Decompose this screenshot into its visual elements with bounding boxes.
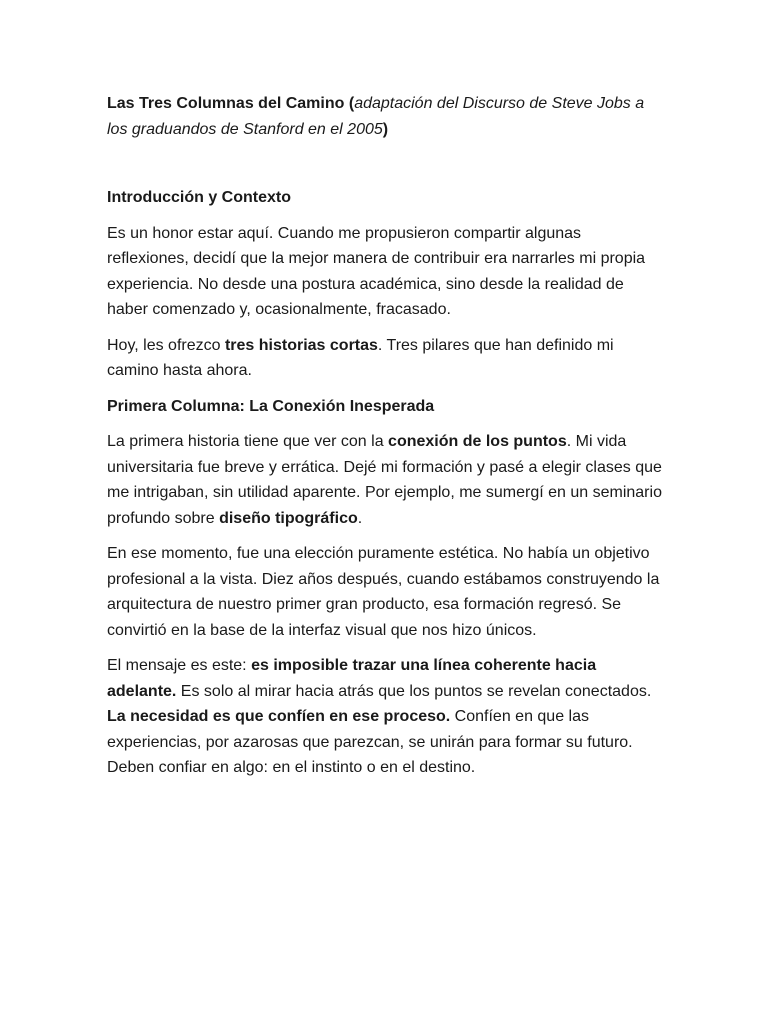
text-run: El mensaje es este:	[107, 657, 252, 674]
document-title	[107, 91, 664, 142]
bold-run: es imposible trazar una línea coherente hacia adelante.	[107, 657, 597, 700]
bold-run: diseño tipográfico	[219, 509, 358, 527]
title-open-paren: (	[344, 95, 355, 112]
first-paragraph-2: En ese momento, fue una elección puramente estética. No había un objetivo profesional a la vista. Diez años después, cuando estábamos construyendo la arquitectura de nuestro primer gran producto, esa formación regresó. Se convirtió en la base de la interfaz visual que nos hizo únicos.	[107, 545, 660, 639]
bold-run: conexión de los puntos	[388, 433, 567, 450]
heading-primera-columna: Primera Columna: La Conexión Inesperada	[107, 397, 435, 415]
title-close-paren: )	[382, 120, 389, 138]
bold-run: tres historias cortas	[224, 336, 378, 354]
text-run: Hoy, les ofrezco	[107, 336, 225, 354]
text-run: . Tres pilares que han definido mi camino hasta ahora.	[107, 336, 614, 379]
first-paragraph-3	[107, 653, 664, 781]
text-run: . Mi vida universitaria fue breve y errática. Dejé mi formación y pasé a elegir clases que me intrigaban, sin utilidad aparente. Por ejemplo, me sumergí en un seminario profundo sobre	[107, 433, 662, 527]
text-run: Es solo al mirar hacia atrás que los puntos se revelan conectados.	[176, 682, 652, 700]
text-run: .	[357, 509, 363, 527]
title-bold: Las Tres Columnas del Camino	[107, 95, 345, 112]
text-run: La primera historia tiene que ver con la	[107, 433, 389, 450]
intro-paragraph-1: Es un honor estar aquí. Cuando me propusieron compartir algunas reflexiones, decidí que la mejor manera de contribuir era narrarles mi propia experiencia. No desde una postura académica, sino desde la realidad de haber comenzado y, ocasionalmente, fracasado.	[107, 224, 646, 318]
title-subtitle: adaptación del Discurso de Steve Jobs a los graduandos de Stanford en el 2005	[107, 95, 645, 138]
first-paragraph-1	[107, 429, 664, 531]
heading-introduccion: Introducción y Contexto	[107, 189, 291, 206]
intro-paragraph-2	[107, 333, 664, 384]
text-run: Confíen en que las experiencias, por azarosas que parezcan, se unirán para formar su futuro. Deben confiar en algo: en el instinto o en el destino.	[107, 708, 633, 776]
bold-run: La necesidad es que confíen en ese proceso.	[107, 708, 451, 725]
